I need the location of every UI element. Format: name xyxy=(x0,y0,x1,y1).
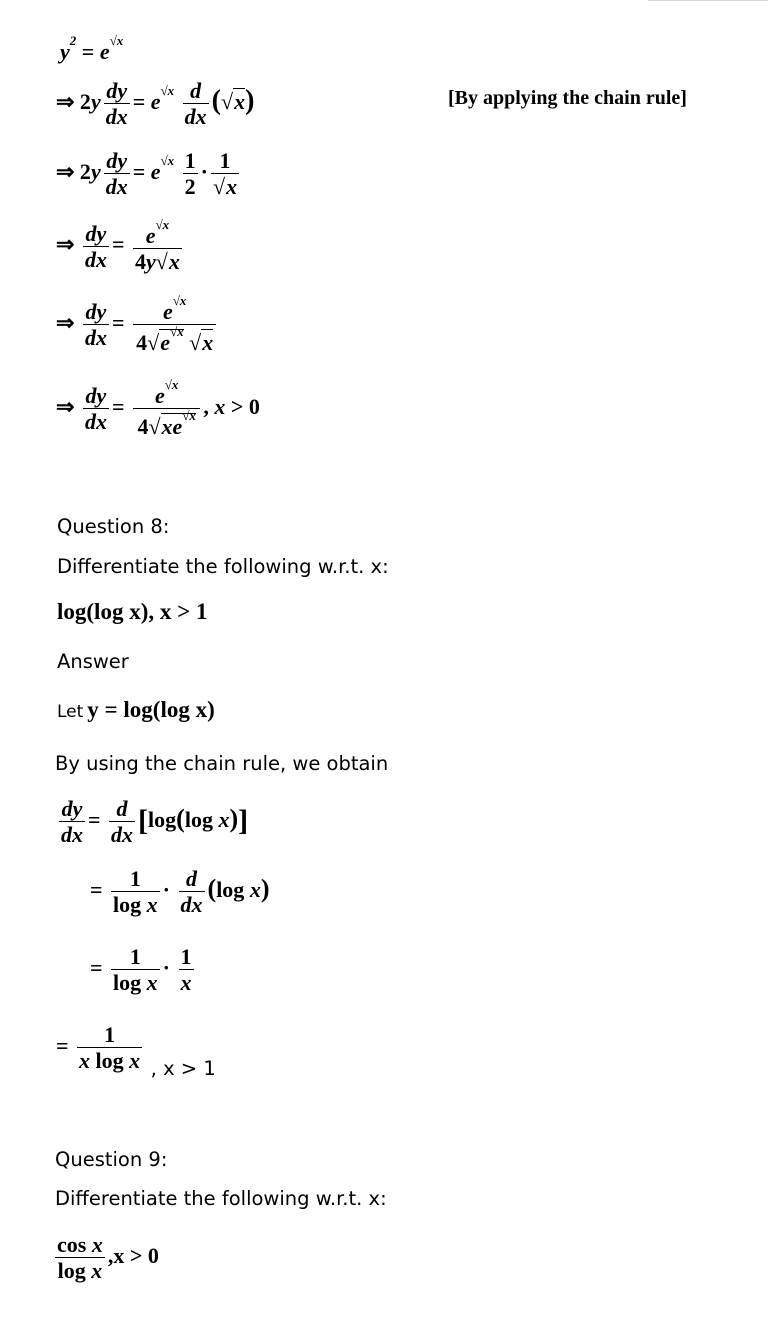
q9-condition: ,x > 0 xyxy=(107,1242,159,1268)
q8-eq4 xyxy=(56,1022,216,1080)
let-label: Let xyxy=(57,702,84,722)
q9-heading: Question 9: xyxy=(55,1148,168,1171)
q9-expression: $\frac{\text{cos x}}{\text{log x}}$ ,x > 0 xyxy=(57,1232,159,1284)
eq-step1: ⇒ 2y $\frac{dy}{dx}$ = $e^{√x}$ $\frac{d}{dx}$ (√x) xyxy=(56,78,255,130)
q8-expression: log(log x), x > 1 xyxy=(57,599,208,624)
eq-y-squared: $y^2 = e^{√x}$ xyxy=(60,33,124,64)
q8-eq3: = $\frac{1}{\text{log x}}$ · $\frac{1}{x}$ xyxy=(90,944,192,996)
eq-step4: ⇒ $\frac{dy}{dx}$ = $\frac{e^{√x}}{4√e^{√x} √x}$ xyxy=(56,294,219,356)
q8-eq1: $\frac{dy}{dx}$ = $\frac{d}{dx}$ [log(log x)] xyxy=(61,796,249,848)
q8-chain-text: By using the chain rule, we obtain xyxy=(55,752,389,775)
q8-heading: Question 8: xyxy=(57,515,170,538)
eq-step3: ⇒ $\frac{dy}{dx}$ = $\frac{e^{√x}}{4y√x}$ xyxy=(56,217,180,275)
q8-eq2: = $\frac{1}{\text{log x}}$ · $\frac{d}{dx}$ (log x) xyxy=(90,866,270,918)
q8-answer-label: Answer xyxy=(57,650,129,673)
let-expression: y = log(log x) xyxy=(87,697,215,722)
q8-eq4-math: = $\frac{1}{\text{x log x}}$ xyxy=(56,1022,141,1074)
eq-step2: ⇒ 2y $\frac{dy}{dx}$ = $e^{√x}$ $\frac{1}{2}$ · $\frac{1}{√x}$ xyxy=(56,148,238,200)
q8-condition: , x > 1 xyxy=(150,1056,216,1080)
eq-step5: ⇒ $\frac{dy}{dx}$ = $\frac{e^{√x}}{4√xe^{√x}}$ , x > 0 xyxy=(56,377,260,440)
top-border-line xyxy=(648,0,768,1)
q8-let-line xyxy=(57,698,215,722)
q8-prompt: Differentiate the following w.r.t. x: xyxy=(57,555,389,578)
q9-prompt: Differentiate the following w.r.t. x: xyxy=(55,1187,387,1210)
chain-rule-note: [By applying the chain rule] xyxy=(448,87,687,109)
